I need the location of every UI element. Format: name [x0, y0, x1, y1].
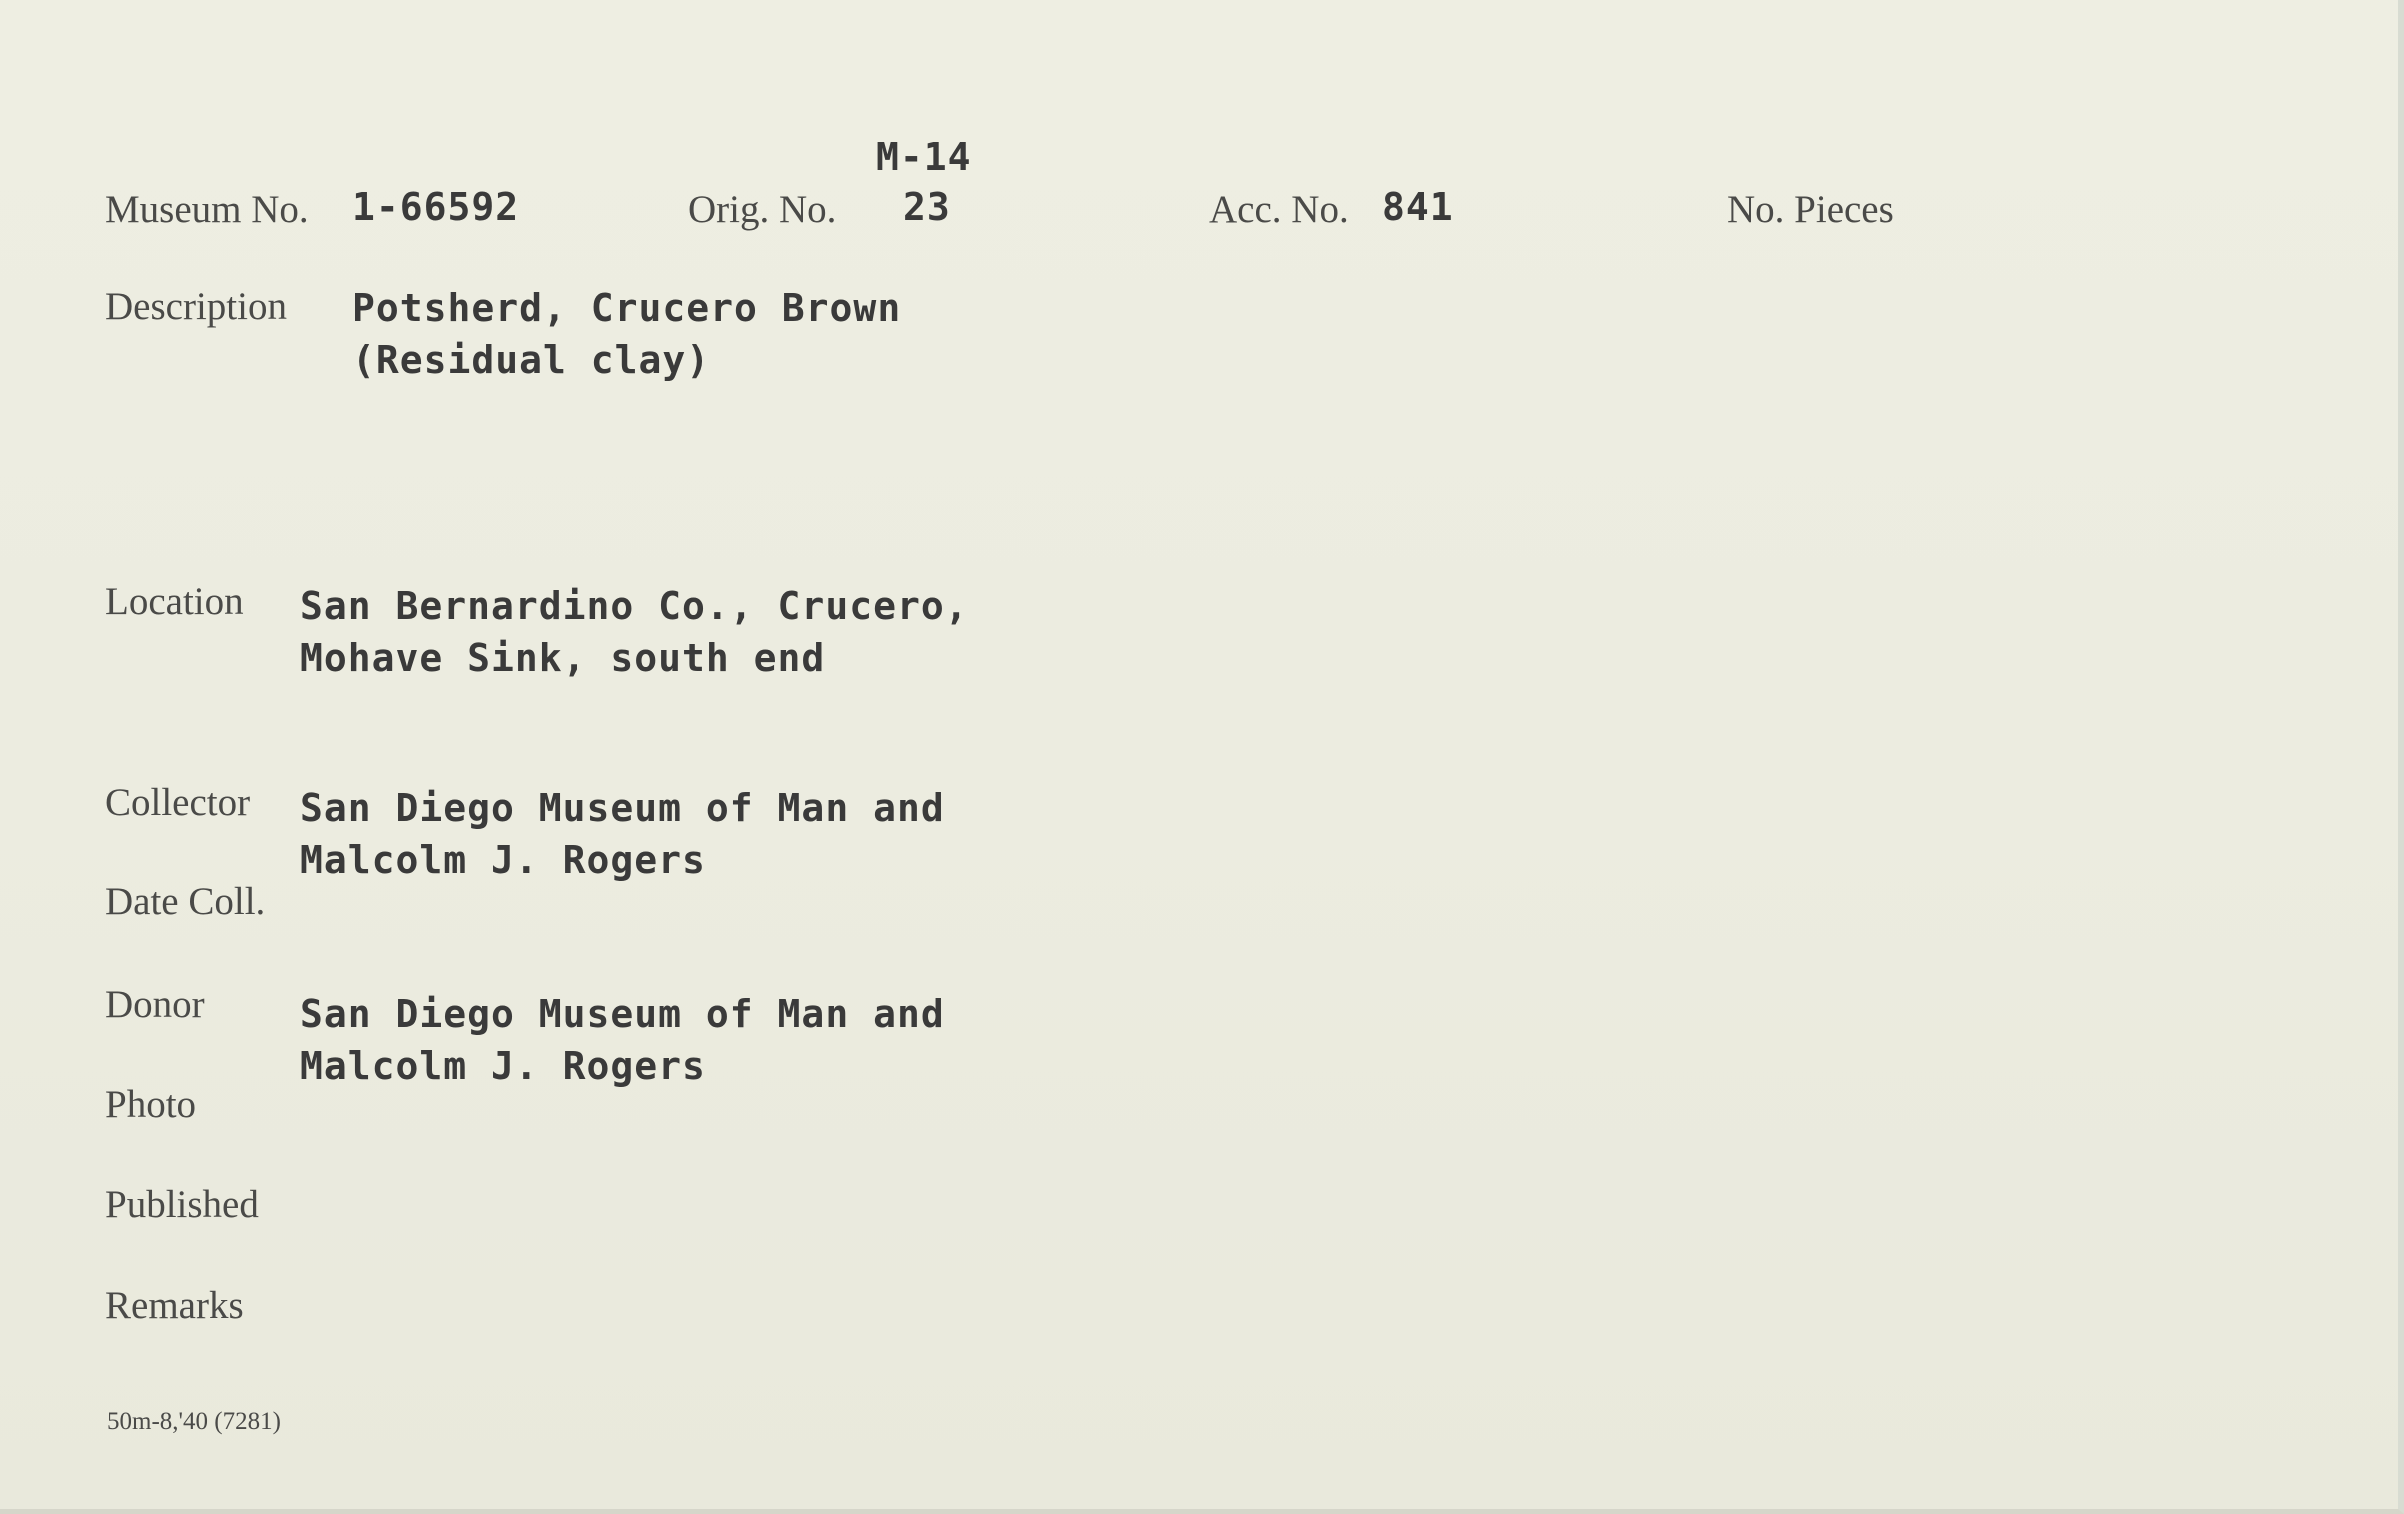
print-code: 50m-8,'40 (7281) [107, 1408, 281, 1435]
date-coll-label: Date Coll. [105, 880, 266, 923]
orig-no-top-value: M-14 [876, 135, 972, 179]
description-line-2: (Residual clay) [352, 338, 711, 382]
location-label: Location [105, 580, 244, 623]
museum-no-label: Museum No. [105, 188, 309, 231]
collector-label: Collector [105, 781, 251, 824]
donor-value [300, 988, 945, 1092]
collector-line-1: San Diego Museum of Man and [300, 786, 945, 830]
location-value [300, 580, 969, 684]
remarks-label: Remarks [105, 1284, 244, 1327]
museum-no-value: 1-66592 [352, 185, 520, 229]
collector-line-2: Malcolm J. Rogers [300, 838, 706, 882]
acc-no-label: Acc. No. [1209, 188, 1349, 231]
description-line-1: Potsherd, Crucero Brown [352, 286, 902, 330]
location-line-2: Mohave Sink, south end [300, 636, 826, 680]
collector-value [300, 782, 945, 886]
no-pieces-label: No. Pieces [1727, 188, 1894, 231]
orig-no-value: 23 [903, 185, 951, 229]
donor-line-1: San Diego Museum of Man and [300, 992, 945, 1036]
description-label: Description [105, 285, 287, 328]
location-line-1: San Bernardino Co., Crucero, [300, 584, 969, 628]
photo-label: Photo [105, 1083, 197, 1126]
orig-no-label: Orig. No. [688, 188, 837, 231]
acc-no-value: 841 [1382, 185, 1454, 229]
published-label: Published [105, 1183, 259, 1226]
donor-line-2: Malcolm J. Rogers [300, 1044, 706, 1088]
donor-label: Donor [105, 983, 205, 1026]
description-value [352, 282, 901, 386]
